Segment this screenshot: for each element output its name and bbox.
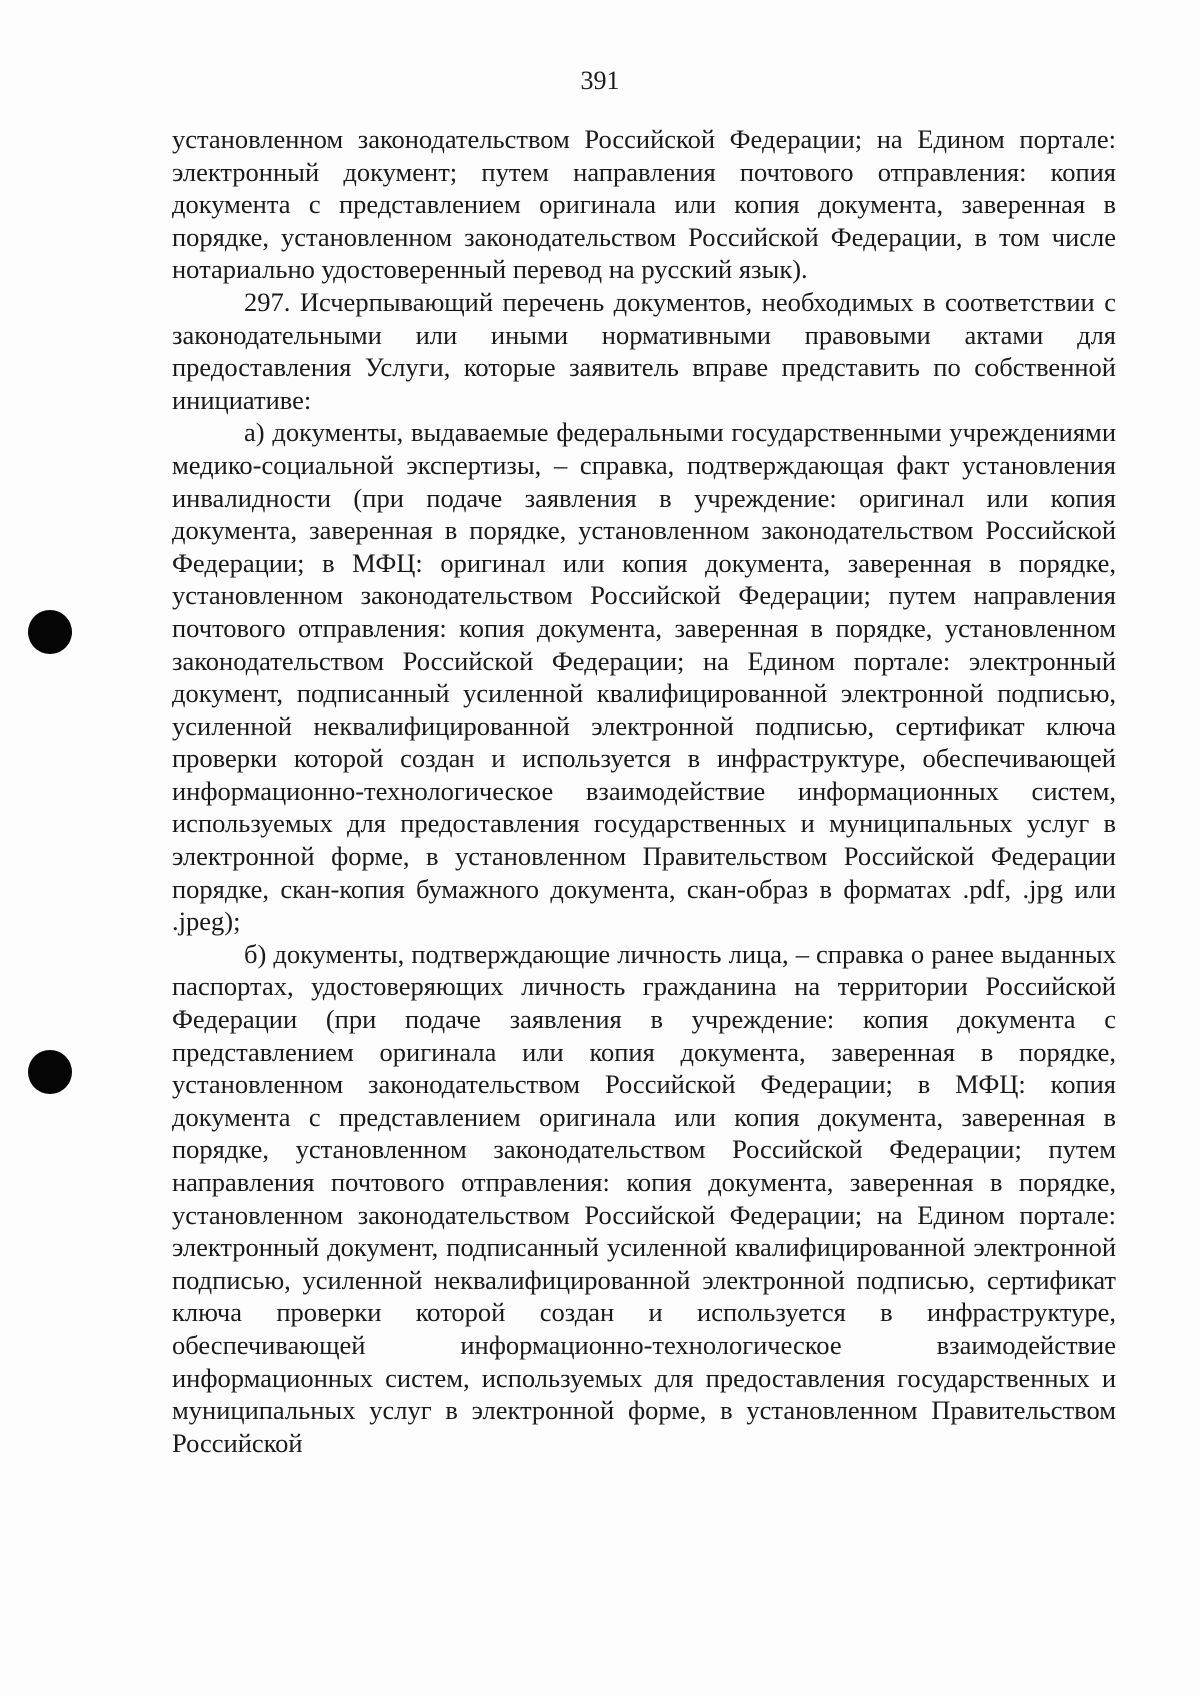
paragraph-item-b: б) документы, подтверждающие личность лица, – справка о ранее выданных паспортах, удостоверяющих личность гражданина на территории Российской Федерации (при подаче заявления в учреждение: копия документа с представлением оригинала или копия документа, заверенная в порядке, установленном законодательством Российской Федерации; в МФЦ: копия документа с представлением оригинала или копия документа, заверенная в порядке, установленном законодательством Российской Федерации; путем направления почтового отправления: копия документа, заверенная в порядке, установленном законодательством Российской Федерации; на Едином портале: электронный документ, подписанный усиленной квалифицированной электронной подписью, усиленной неквалифицированной электронной подписью, сертификат ключа проверки которой создан и используется в инфраструктуре, обеспечивающей информационно-технологическое взаимодействие информационных систем, используемых для предоставления государственных и муниципальных услуг в электронной форме, в установленном Правительством Российской: [172, 938, 1116, 1458]
paragraph-297: 297. Исчерпывающий перечень документов, необходимых в соответствии с законодательными или иными нормативными правовыми актами для предоставления Услуги, которые заявитель вправе представить по собственной инициативе:: [172, 286, 1116, 415]
paragraph-continuation: установленном законодательством Российской Федерации; на Едином портале: электронный документ; путем направления почтового отправления: копия документа с представлением оригинала или копия документа, заверенная в порядке, установленном законодательством Российской Федерации, в том числе нотариально удостоверенный перевод на русский язык).: [172, 124, 1116, 285]
punch-hole-icon: [28, 1050, 72, 1094]
page-number: 391: [580, 66, 620, 95]
punch-hole-icon: [28, 610, 72, 654]
paragraph-item-a: а) документы, выдаваемые федеральными государственными учреждениями медико-социальной экспертизы, – справка, подтверждающая факт установления инвалидности (при подаче заявления в учреждение: оригинал или копия документа, заверенная в порядке, установленном законодательством Российской Федерации; в МФЦ: оригинал или копия документа, заверенная в порядке, установленном законодательством Российской Федерации; путем направления почтового отправления: копия документа, заверенная в порядке, установленном законодательством Российской Федерации; на Едином портале: электронный документ, подписанный усиленной квалифицированной электронной подписью, усиленной неквалифицированной электронной подписью, сертификат ключа проверки которой создан и используется в инфраструктуре, обеспечивающей информационно-технологическое взаимодействие информационных систем, используемых для предоставления государственных и муниципальных услуг в электронной форме, в установленном Правительством Российской Федерации порядке, скан-копия бумажного документа, скан-образ в форматах .pdf, .jpg или .jpeg);: [172, 417, 1116, 937]
document-body: [172, 123, 1116, 1459]
